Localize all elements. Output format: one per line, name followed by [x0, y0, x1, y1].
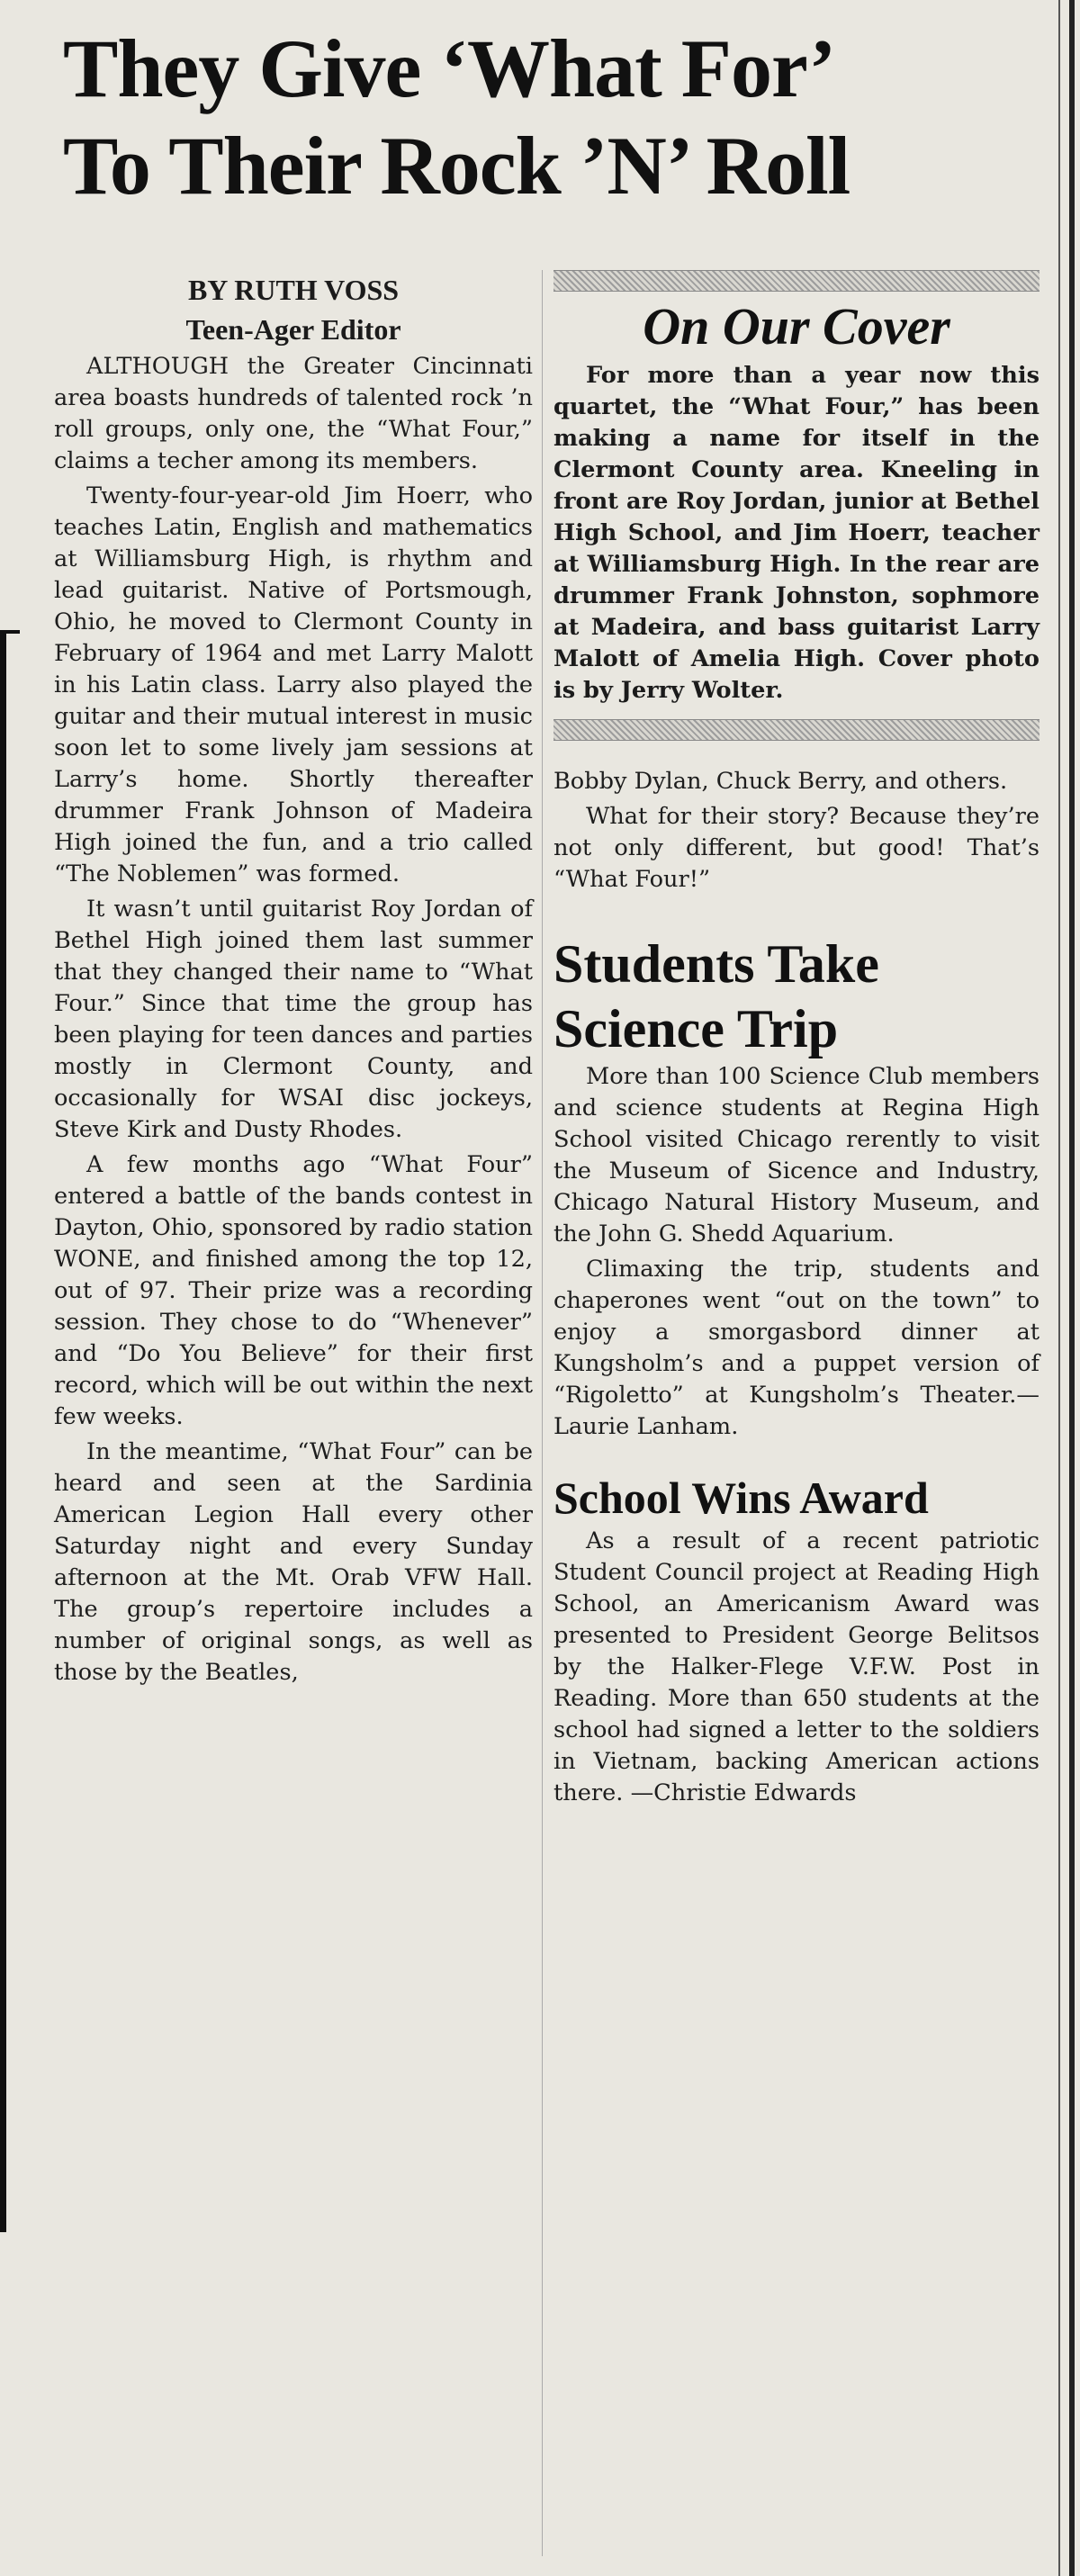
science-trip-paragraph: More than 100 Science Club members and science students at Regina High School visited Chicago rerently to visit the Museum of Sicence and Industry, Chicago Natural History Museum, and the John G. Shedd Aquarium. — [554, 1063, 1040, 1247]
science-trip-headline — [554, 932, 1040, 1061]
article-column — [54, 272, 533, 1692]
headline-line-2: To Their Rock ’N’ Roll — [63, 120, 850, 212]
continuation-paragraph: Bobby Dylan, Chuck Berry, and others. — [554, 768, 1008, 795]
science-trip-title-line-2: Science Trip — [554, 999, 839, 1058]
photo-border-corner — [0, 630, 20, 634]
cover-box-top-rule — [554, 270, 1040, 292]
column-divider — [542, 270, 543, 2556]
award-body — [554, 1526, 1040, 1809]
science-trip-title-line-1: Students Take — [554, 934, 879, 994]
cover-title: On Our Cover — [643, 297, 950, 356]
article-paragraph: In the meantime, “What Four” can be heard and seen at the Sardinia American Legion Hall every other Saturday night and every Sunday afternoon at the Mt. Orab VFW Hall. The group’s repertoire includes a number of original songs, as well as those by the Beatles, — [54, 1438, 533, 1686]
article-paragraph: It wasn’t until guitarist Roy Jordan of Bethel High joined them last summer that they changed their name to “What Four.” Since that time the group has been playing for teen dances and parties mostly in Clermont County, and occasionally for WSAI disc jockeys, Steve Kirk and Dusty Rhodes. — [54, 896, 533, 1143]
article-paragraph: Twenty-four-year-old Jim Hoerr, who teaches Latin, English and mathematics at Williamsburg High, is rhythm and lead guitarist. Native of Portsmough, Ohio, he moved to Clermont County in February of 1964 and met Larry Malott in his Latin class. Larry also played the guitar and their mutual interest in music soon let to some lively jam sessions at Larry’s home. Shortly thereafter drummer Frank Johnson of Madeira High joined the fun, and a trio called “The Noblemen” was formed. — [54, 482, 533, 887]
headline-line-1: They Give ‘What For’ — [63, 23, 836, 114]
article-paragraph: A few months ago “What Four” entered a battle of the bands contest in Dayton, Ohio, sponsored by radio station WONE, and finished among the top 12, out of 97. Their prize was a recording session. They chose to do “Whenever” and “Do You Believe” for their first record, which will be out within the next few weeks. — [54, 1151, 533, 1430]
article-body — [54, 351, 533, 1689]
right-column — [554, 270, 1040, 1813]
award-paragraph: As a result of a recent patriotic Student Council project at Reading High School, an Americanism Award was presented to President George Belitsos by the Halker-Flege V.F.W. Post in Reading. More than 650 students at the school had signed a letter to the soldiers in Vietnam, backing American actions there. —Christie Edwards — [554, 1527, 1040, 1806]
main-headline — [63, 20, 963, 214]
cover-box-bottom-rule — [554, 719, 1040, 741]
article-continuation — [554, 766, 1040, 896]
page-edge-rule — [1069, 0, 1075, 2576]
article-paragraph: ALTHOUGH the Greater Cincinnati area boasts hundreds of talented rock ’n roll groups, only one, the “What Four,” claims a techer among its members. — [54, 353, 533, 474]
byline-author: BY RUTH VOSS — [187, 274, 400, 306]
science-trip-paragraph: Climaxing the trip, students and chaperones went “out on the town” to enjoy a smorgasbord dinner at Kungsholm’s and a puppet version of “Rigoletto” at Kungsholm’s Theater.— Laurie Lanham. — [554, 1256, 1040, 1440]
award-headline: School Wins Award — [554, 1473, 929, 1523]
page-edge-rule-inner — [1058, 0, 1060, 2576]
science-trip-body — [554, 1061, 1040, 1443]
byline-title: Teen-Ager Editor — [185, 313, 401, 346]
cover-caption: For more than a year now this quartet, the “What Four,” has been making a name for itself in the Clermont County area. Kneeling in front are Roy Jordan, junior at Bethel High School, and Jim Hoerr, teacher at Williamsburg High. In the rear are drummer Frank Johnston, sophmore at Madeira, and bass guitarist Larry Malott of Amelia High. Cover photo is by Jerry Wolter. — [554, 362, 1040, 704]
continuation-paragraph: What for their story? Because they’re not only different, but good! That’s “What Four!” — [554, 803, 1040, 893]
photo-border-left — [0, 630, 6, 2232]
